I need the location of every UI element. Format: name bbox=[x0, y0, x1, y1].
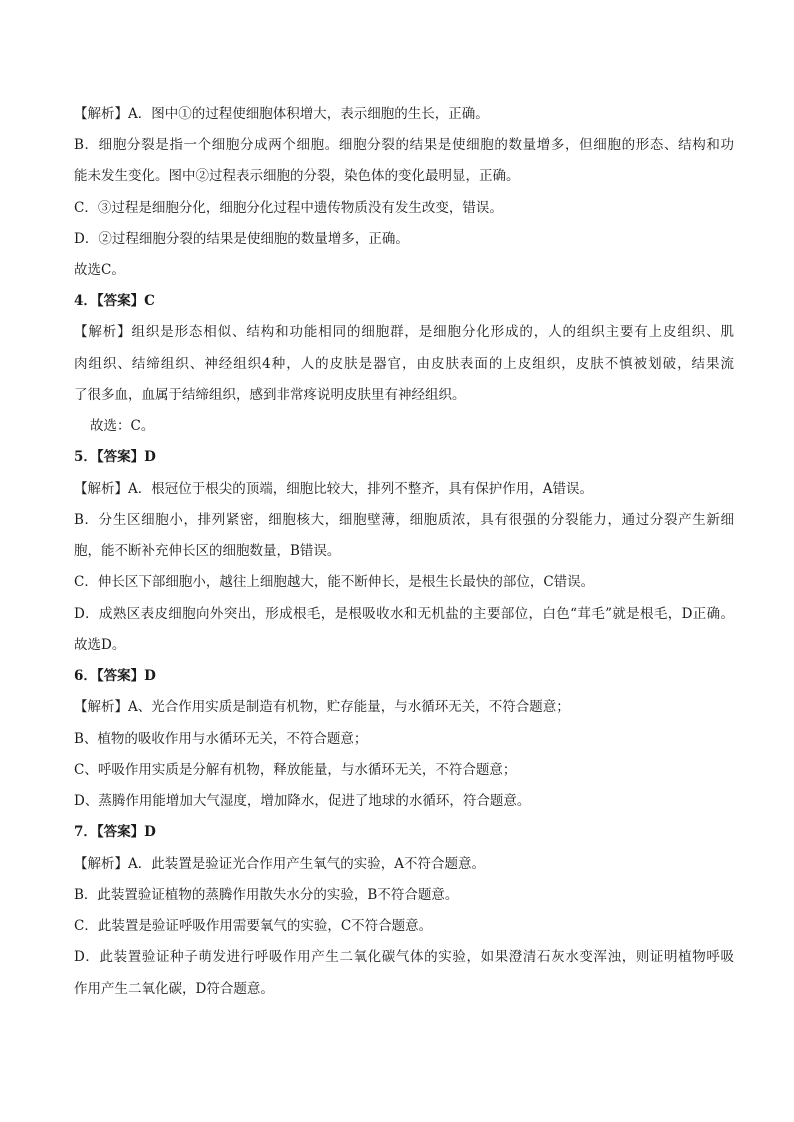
text-line: 【解析】A．根冠位于根尖的顶端，细胞比较大，排列不整齐，具有保护作用，A错误。 bbox=[74, 481, 593, 497]
text-line: 故选D。 bbox=[74, 637, 126, 653]
text-line: C．此装置是验证呼吸作用需要氧气的实验，C不符合题意。 bbox=[74, 918, 433, 934]
text-line: D．此装置验证种子萌发进行呼吸作用产生二氧化碳气体的实验，如果澄清石灰水变浑浊，则证明植物呼吸 bbox=[74, 949, 734, 965]
answer-heading: 6．【答案】D bbox=[74, 668, 156, 684]
text-line: 能未发生变化。图中②过程表示细胞的分裂，染色体的变化最明显，正确。 bbox=[74, 168, 520, 184]
text-line: B．分生区细胞小，排列紧密，细胞核大，细胞壁薄，细胞质浓，具有很强的分裂能力，通过分裂产生新细 bbox=[74, 512, 734, 528]
answer-heading: 4．【答案】C bbox=[74, 293, 155, 309]
text-line: 作用产生二氧化碳，D符合题意。 bbox=[74, 981, 274, 997]
text-line: B．此装置验证植物的蒸腾作用散失水分的实验，B不符合题意。 bbox=[74, 887, 459, 903]
text-line: B．细胞分裂是指一个细胞分成两个细胞。细胞分裂的结果是使细胞的数量增多，但细胞的形态、结构和功 bbox=[74, 137, 734, 153]
text-line: 了很多血，血属于结缔组织，感到非常疼说明皮肤里有神经组织。 bbox=[74, 387, 466, 403]
text-line: 故选：C。 bbox=[90, 418, 155, 434]
text-line: 肉组织、结缔组织、神经组织4种，人的皮肤是器官，由皮肤表面的上皮组织，皮肤不慎被划破，结果流 bbox=[74, 356, 734, 372]
text-line: B、植物的吸收作用与水循环无关，不符合题意； bbox=[74, 731, 368, 747]
text-line: 【解析】A．图中①的过程使细胞体积增大，表示细胞的生长，正确。 bbox=[74, 106, 489, 122]
text-line: 【解析】A、光合作用实质是制造有机物，贮存能量，与水循环无关，不符合题意； bbox=[74, 699, 570, 715]
text-line: D．②过程细胞分裂的结果是使细胞的数量增多，正确。 bbox=[74, 231, 409, 247]
text-line: C．③过程是细胞分化，细胞分化过程中遗传物质没有发生改变，错误。 bbox=[74, 200, 503, 216]
text-line: 【解析】组织是形态相似、结构和功能相同的细胞群，是细胞分化形成的，人的组织主要有上皮组织、肌 bbox=[74, 324, 734, 340]
answer-heading: 5．【答案】D bbox=[74, 449, 156, 465]
text-line: D、蒸腾作用能增加大气湿度，增加降水，促进了地球的水循环，符合题意。 bbox=[74, 793, 531, 809]
answer-heading: 7．【答案】D bbox=[74, 824, 156, 840]
text-line: 胞，能不断补充伸长区的细胞数量，B错误。 bbox=[74, 543, 341, 559]
text-line: 故选C。 bbox=[74, 262, 125, 278]
text-line: C、呼吸作用实质是分解有机物，释放能量，与水循环无关，不符合题意； bbox=[74, 762, 517, 778]
text-line: D．成熟区表皮细胞向外突出，形成根毛，是根吸收水和无机盐的主要部位，白色“茸毛”就是根毛，D正确。 bbox=[74, 606, 734, 622]
text-line: 【解析】A．此装置是验证光合作用产生氧气的实验，A不符合题意。 bbox=[74, 856, 485, 872]
text-line: C．伸长区下部细胞小，越往上细胞越大，能不断伸长，是根生长最快的部位，C错误。 bbox=[74, 574, 595, 590]
